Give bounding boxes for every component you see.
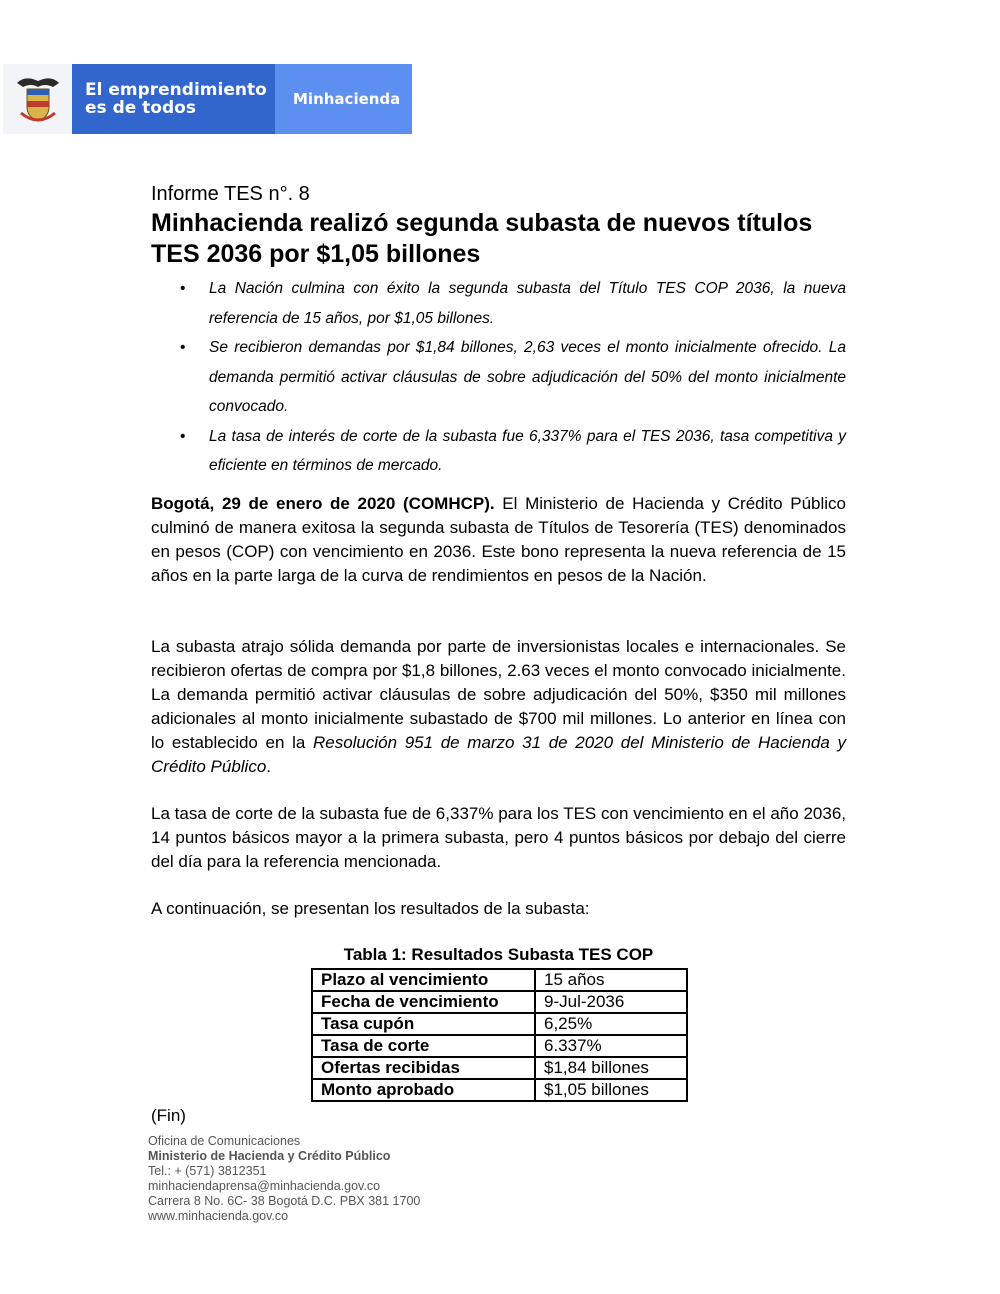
report-number: Informe TES n°. 8 — [151, 183, 310, 205]
paragraph-3: La tasa de corte de la subasta fue de 6,337% para los TES con vencimiento en el año 2036, 14 puntos básicos mayor a la primera subasta, pero 4 puntos básicos por debajo del cierre del día para la referencia mencionada. — [151, 804, 846, 871]
table-cell-value: $1,84 billones — [535, 1057, 687, 1079]
dateline: Bogotá, 29 de enero de 2020 (COMHCP). — [151, 494, 495, 513]
slogan — [72, 64, 275, 134]
table-row — [312, 1035, 687, 1057]
summary-bullets — [151, 274, 846, 481]
footer-address: Carrera 8 No. 6C- 38 Bogotá D.C. PBX 381 1700 — [148, 1194, 421, 1208]
table-row — [312, 1013, 687, 1035]
slogan-line-2: es de todos — [85, 98, 196, 118]
footer-ministry: Ministerio de Hacienda y Crédito Público — [148, 1149, 391, 1163]
paragraph-2-body: La subasta atrajo sólida demanda por parte de inversionistas locales e internacionales. Se recibieron ofertas de compra por $1,8 billones, 2.63 veces el monto convocado inicialmente. La demanda permitió activar cláusulas de sobre adjudicación del 50%, $350 mil millones adicionales al monto inicialmente subastado de $700 mil millones. Lo anterior en línea con lo establecido en la — [151, 637, 846, 752]
table-cell-value: 9-Jul-2036 — [535, 991, 687, 1013]
page-title: Minhacienda realizó segunda subasta de nuevos títulos TES 2036 por $1,05 billones — [151, 209, 813, 268]
table-cell-value: 6,25% — [535, 1013, 687, 1035]
ministry-logo-text: Minhacienda — [293, 90, 401, 108]
header-banner — [3, 64, 412, 134]
table-cell-label: Fecha de vencimiento — [312, 991, 535, 1013]
paragraph-4: A continuación, se presentan los resultados de la subasta: — [151, 899, 590, 918]
table-row — [312, 1057, 687, 1079]
table-cell-value: $1,05 billones — [535, 1079, 687, 1101]
table-row — [312, 1079, 687, 1101]
table-cell-label: Ofertas recibidas — [312, 1057, 535, 1079]
paragraph-1 — [151, 492, 846, 588]
resolution-reference: Resolución 951 de marzo 31 de 2020 del Ministerio de Hacienda y Crédito Público — [151, 733, 846, 776]
bullet-item: • Se recibieron demandas por $1,84 billones, 2,63 veces el monto inicialmente ofrecido. La demanda permitió activar cláusulas de sobre adjudicación del 50% del monto inicialmente convocado. — [151, 333, 846, 422]
table-cell-label: Tasa cupón — [312, 1013, 535, 1035]
coat-of-arms-icon — [3, 64, 72, 134]
table-cell-label: Plazo al vencimiento — [312, 969, 535, 991]
slogan-line-1: El emprendimiento — [85, 80, 267, 100]
bullet-item: • La tasa de interés de corte de la subasta fue 6,337% para el TES 2036, tasa competitiva y eficiente en términos de mercado. — [151, 422, 846, 481]
bullet-item: • La Nación culmina con éxito la segunda subasta del Título TES COP 2036, la nueva referencia de 15 años, por $1,05 billones. — [151, 274, 846, 333]
end-marker: (Fin) — [151, 1106, 186, 1125]
table-caption: Tabla 1: Resultados Subasta TES COP — [343, 945, 654, 964]
footer-office: Oficina de Comunicaciones — [148, 1134, 301, 1148]
ministry-logo — [275, 64, 412, 134]
table-row — [312, 991, 687, 1013]
paragraph-1-body: El Ministerio de Hacienda y Crédito Público culminó de manera exitosa la segunda subasta de Títulos de Tesorería (TES) denominados en pesos (COP) con vencimiento en 2036. Este bono representa la nueva referencia de 15 años en la parte larga de la curva de rendimientos en pesos de la Nación. — [151, 494, 846, 585]
table-row — [312, 969, 687, 991]
results-table — [311, 968, 688, 1102]
table-cell-label: Tasa de corte — [312, 1035, 535, 1057]
footer-website: www.minhacienda.gov.co — [148, 1209, 289, 1223]
table-cell-value: 15 años — [535, 969, 687, 991]
paragraph-2 — [151, 635, 846, 779]
table-cell-label: Monto aprobado — [312, 1079, 535, 1101]
footer-phone: Tel.: + (571) 3812351 — [148, 1164, 267, 1178]
paragraph-2-end: . — [266, 757, 272, 776]
table-cell-value: 6.337% — [535, 1035, 687, 1057]
footer-email: minhaciendaprensa@minhacienda.gov.co — [148, 1179, 381, 1193]
footer-contact — [148, 1134, 420, 1224]
